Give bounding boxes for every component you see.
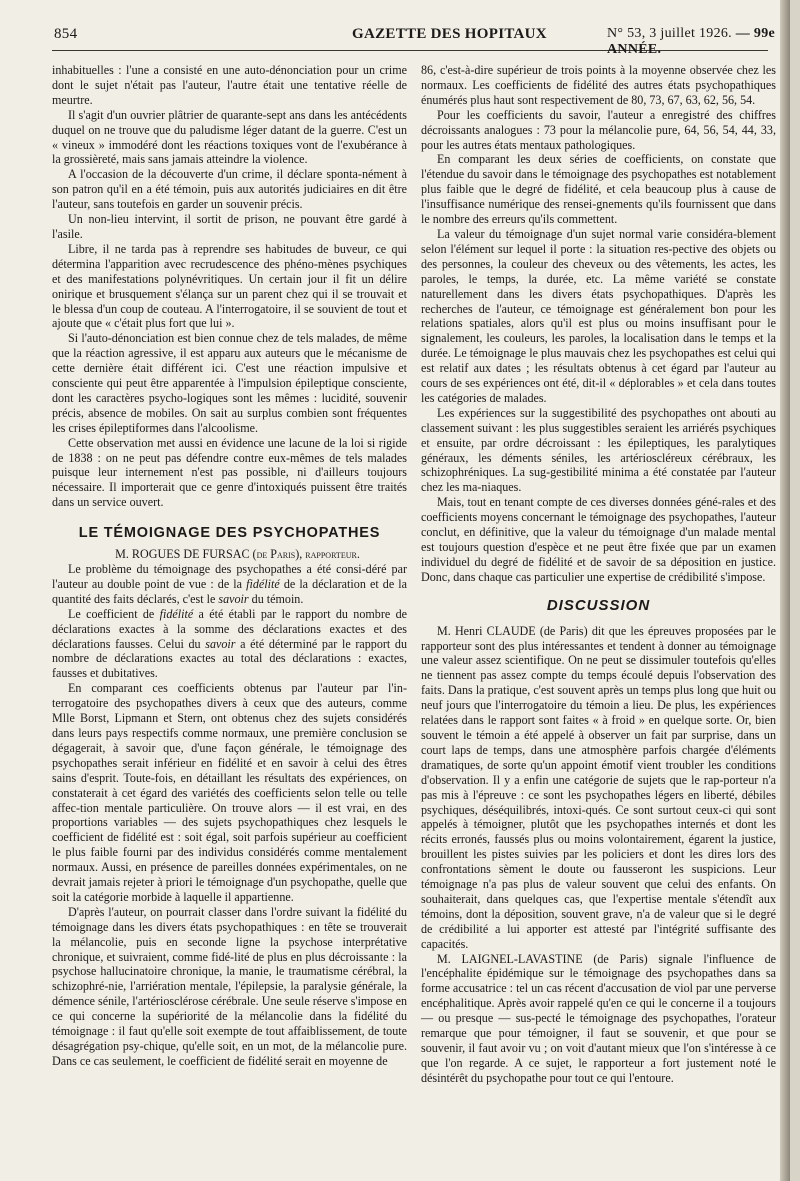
paragraph: La valeur du témoignage d'un sujet normal varie considéra-blement selon l'élément sur lequel il porte : la situation res-pective des objets ou des personnes, la couleur des cheveux ou des vêtements, les actes, les paroles, le temps, la durée, etc. La même variété se constate naturellement dans les divers états psychopathiques. D'après les recherches de l'auteur, ce témoignage est généralement bon pour les relations spatiales, alors qu'il est plus ou moins insuffisant pour le signalement, les couleurs, les paroles, la localisation dans le temps et la durée. Le témoignage le plus mauvais chez les psychopathes est celui qui est relatif aux dates ; les résultats obtenus à cet égard par l'auteur au cours de ses expériences ont été, dit-il « déplorables » et cela dans toutes les catégories de malades. [421,226,776,405]
issue-info [607,26,780,58]
paragraph: Mais, tout en tenant compte de ces diverses données géné-rales et des coefficients moyens concernant le témoignage des psychopathes, l'auteur conclut, en définitive, que la valeur du témoignage d'un malade mental est toujours question d'espèce et ne peut être fixée que par un examen individuel du degré de fidélité et de savoir de sa déposition en justice. Donc, dans chaque cas particulier une expertise de crédibilité s'impose. [421,495,776,584]
text-run: Le problème du témoignage des psychopathes a été consi-déré par l'auteur au double point de vue : de la [52,562,407,591]
page-number: 854 [54,26,78,42]
text-run: a été déterminé par le rapport du nombre de déclarations exactes au total des déclarations : exactes, fausses et dubitatives. [52,636,407,681]
paragraph: 86, c'est-à-dire supérieur de trois points à la moyenne observée chez les normaux. Les coefficients de fidélité des autres états psychopathiques énumérés plus haut sont respectivement de 80, 73, 67, 63, 62, 56, 54. [421,63,776,107]
paragraph: Libre, il ne tarda pas à reprendre ses habitudes de buveur, ce qui détermina l'apparition avec recrudescence des phéno-mènes psychiques et des manifestations polynévritiques. Un certain jour il fit un délire onirique et brusquement s'élança sur un parent chez qui il se trouvait et le blessa d'un coup de couteau. A l'interrogatoire, il se souvient de tout et ajoute que « c'était plus fort que lui ». [52,241,407,331]
paragraph: Pour les coefficients du savoir, l'auteur a enregistré des chiffres décroissants analogues : 73 pour la mélancolie pure, 64, 56, 54, 44, 33, pour les autres états mentaux pathologiques. [421,107,776,152]
paragraph: Un non-lieu intervint, il sortit de prison, ne pouvant être gardé à l'asile. [52,212,407,241]
journal-title: GAZETTE DES HOPITAUX [352,26,547,42]
text-run: du témoin. [248,591,304,606]
italic-term: fidélité [246,576,280,591]
columns [52,63,780,1086]
italic-term: savoir [218,591,249,606]
byline: M. ROGUES DE FURSAC (de Paris), rapporteur. [115,547,360,562]
paragraph: Cette observation met aussi en évidence une lacune de la loi si rigide de 1838 : on ne peut pas défendre contre eux-mêmes de tels malades puisque leur internement n'est pas possible, ni d'ailleurs toujours nécessaire. Il importerait que ce genre d'intoxiqués puissent être traités dans un service ouvert. [52,435,407,510]
page-edge-shadow [780,0,790,1181]
italic-term: savoir [205,636,236,651]
issue-year: — 99e ANNÉE. [607,26,776,57]
paragraph: M. Henri CLAUDE (de Paris) dit que les épreuves proposées par le rapporteur sont des plus intéressantes et tendent à donner au témoignage une valeur assez scientifique. On ne peut se dissimuler toutefois qu'elles ne tiennent pas assez compte du temps écoulé depuis l'observation des faits. Dans la pratique, c'est souvent après un temps plus long que huit ou neuf jours que l'interrogatoire du témoin a lieu. De plus, les expériences relatées dans le rapport sont faites « à froid » en quelque sorte. Or, bien souvent le témoin a été appelé à observer un fait par surprise, dans un court laps de temps, dans une atmosphère parfois chargée d'éléments dramatiques, de sorte qu'un appoint émotif vient troubler les conditions d'observation. Il y a enfin une catégorie de sujets que le rap-porteur n'a pas mis à l'épreuve : ce sont les psychopathes légers en liberté, débiles psychiques, déséquilibrés, intoxi-qués. Ce sont surtout ceux-ci qui sont appelés à témoigner, plutôt que les psychopathes internés et dont les récits erronés, faussés plus ou moins volontairement, égarent la justice, brouillent les pistes suivies par les policiers et dont les dires lors des confrontations sèment le doute ou fausseront les suspicions. Leur témoignage n'a pas plus de valeur souvent que celui des enfants. On souhaiterait, dans quelques cas, que l'expertise mentale s'étendît aux témoins, dont la déposition, souvent grave, n'a de valeur que si le degré de crédibilité a lui apporter est attesté par l'intégrité suffisante des capacités. [421,623,776,951]
left-column [52,63,407,1086]
paragraph: Il s'agit d'un ouvrier plâtrier de quarante-sept ans dans les antécédents duquel on ne trouve que du paludisme léger datant de la guerre. C'est un « vineux » immodéré dont les réactions toxiques vont de l'exubérance à la grossièreté, mais sans jamais atteindre la violence. [52,107,407,167]
paragraph: A l'occasion de la découverte d'un crime, il déclare sponta-nément à son patron qu'il en a été témoin, puis aux autorités judiciaires en dit être l'auteur, sans toutefois en garder un souvenir précis. [52,167,407,212]
paragraph: M. LAIGNEL-LAVASTINE (de Paris) signale l'influence de l'encéphalite épidémique sur le témoignage des psychopathes dans sa forme accusatrice : tel un cas récent d'accusation de viol par une perverse encéphalitique. Après avoir rappelé qu'en ce qui le concerne il a toujours — ou presque — sus-pecté le témoignage des psychopathes, l'orateur remarque que pour témoigner, il faut se souvenir, et que pour se souvenir, il faut avoir vu ; on voit d'autant mieux que l'on s'intéresse à ce que l'on regarde. A ce sujet, le rapporteur a fort justement noté le désintérêt du psychopathe pour tout ce qui l'entoure. [421,951,776,1085]
issue-date: N° 53, 3 juillet 1926. [607,26,732,41]
paragraph: Les expériences sur la suggestibilité des psychopathes ont abouti au classement suivant : les plus suggestibles seraient les arriérés psychiques et ensuite, par ordre décroissant : les épileptiques, les paralytiques généraux, les déments séniles, les artérioscléreux cérébraux, les schizophréniques. La sug-gestibilité minima a été constatée par l'auteur chez les ma-niaques. [421,405,776,495]
text-run: Le coefficient de [68,606,160,621]
paragraph [52,607,407,682]
paragraph: Si l'auto-dénonciation est bien connue chez de tels malades, de même que la réaction agressive, il est apparu aux auteurs que le mécanisme de cette dernière était différent ici. C'est une réaction impulsive et consciente qui peut être apparentée à l'impulsion épileptique consciente, dont les caractères psycho-logiques sont les mêmes : lucidité, souvenir précis, absence de mobiles. On sait au surplus combien sont fréquentes les crises épileptiformes dans l'alcoolisme. [52,331,407,435]
italic-term: fidélité [159,606,194,621]
text-run: de la déclaration et de la quantité des faits déclarés, c'est le [52,576,408,606]
paragraph: En comparant les deux séries de coefficients, on constate que l'étendue du savoir dans le témoignage des psychopathes est notablement plus faible que le degré de fidélité, et cela beaucoup plus à cause de l'insuffisance numérique des rensei-gnements qu'ils fournissent que dans le nombre des erreurs qu'ils commettent. [421,152,776,227]
right-column [421,63,776,1086]
paragraph: D'après l'auteur, on pourrait classer dans l'ordre suivant la fidélité du témoignage dans les divers états psychopathiques : en tête se trouverait la mélancolie, puis en seconde ligne la psychose interprétative chronique, et suivraient, comme fidé-lité de plus en plus décroissante : la psychose hallucinatoire chronique, la manie, le traumatisme cérébral, la schizophré-nie, l'arriération mentale, l'épilepsie, la paralysie générale, la démence sénile, l'artériosclérose cérébrale. Une seule réserve s'impose en ce qui concerne la supériorité de la mélancolie dans la fidélité du témoignage : il faut qu'elle soit exempte de tout affaiblissement, de toute désagrégation psy-chique, qu'elle soit, en un mot, de la mélancolie pure. Dans ce cas seulement, le coefficient de fidélité serait en moyenne de [52,904,407,1068]
text-run: a été établi par le rapport du nombre de déclarations exactes à la somme des déclarations exactes et des déclarations fausses. Celui du [52,606,407,651]
paragraph [52,562,407,607]
page-header [52,22,780,57]
paragraph: inhabituelles : l'une a consisté en une auto-dénonciation pour un crime dont le sujet n'était pas l'auteur, l'autre était une tentative réelle de meurtre. [52,63,407,107]
discussion-title: DISCUSSION [546,596,651,614]
paragraph: En comparant ces coefficients obtenus par l'auteur par l'in-terrogatoire des psychopathes divers à ceux que des auteurs, comme Mlle Borst, Lipmann et Stern, ont obtenus chez des sujets considérés dans leurs pays respectifs comme normaux, une première conclusion se dégagerait, à savoir que, d'une façon générale, le témoignage des psychopathes serait inférieur en fidélité et en savoir à celui des êtres sains d'esprit. Toute-fois, en détaillant les résultats des expériences, on constaterait à cet égard des variétés des coefficients selon telle ou telle affec-tion mentale particulière. On trouve alors — il est vrai, en des proportions variables — des sujets psychopathiques chez lesquels le coefficient de fidélité est : soit égal, soit parfois supérieur au coefficient le plus faible fourni par des individus considérés comme mentalement normaux. Aussi, en présence de pareilles données expérimentales, on ne devrait jamais rejeter à priori le témoignage d'un psychopathe, quelle que soit la catégorie morbide à laquelle il appartienne. [52,681,407,904]
section-title: LE TÉMOIGNAGE DES PSYCHOPATHES [78,525,381,542]
